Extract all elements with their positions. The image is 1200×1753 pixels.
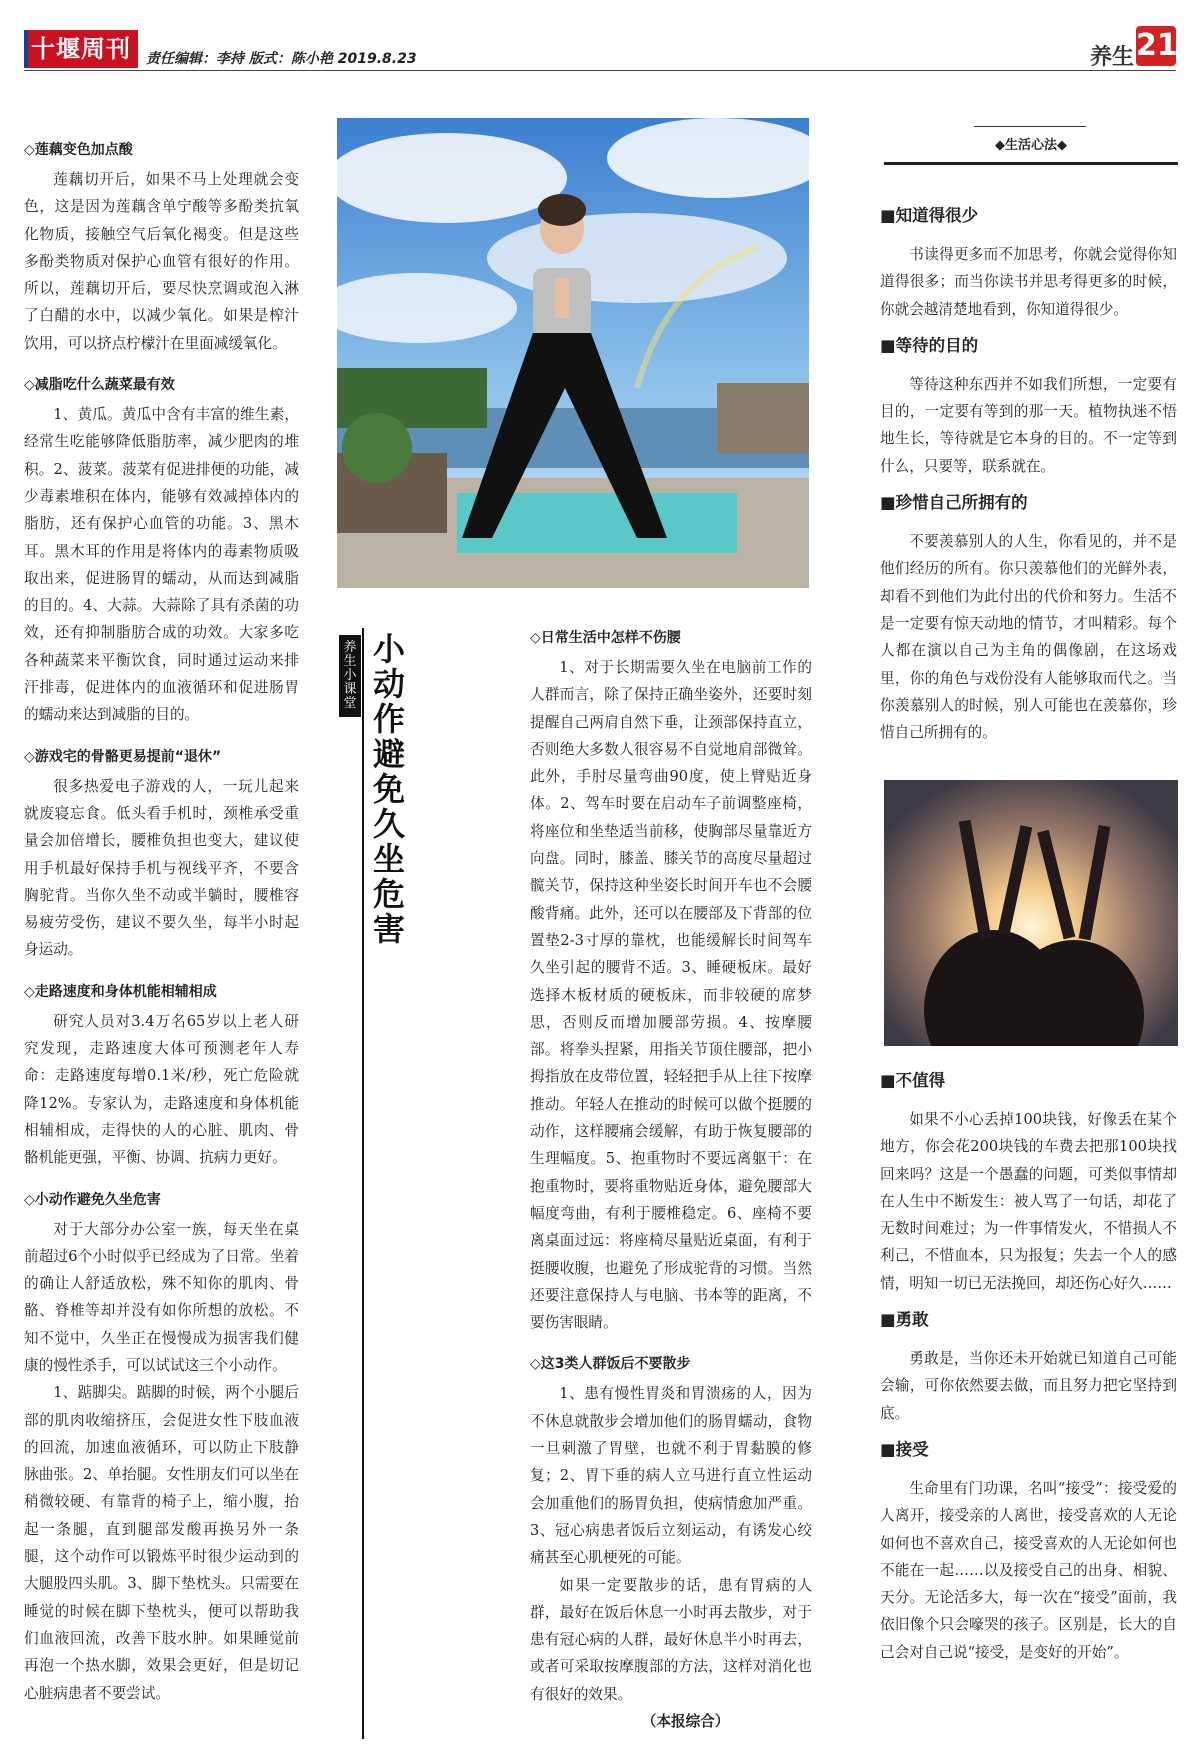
article-paragraph: 研究人员对3.4万名65岁以上老人研究发现，走路速度大体可预测老年人寿命：走路速度每增0.1米/秒，死亡危险就降12%。专家认为，走路速度和身体机能相辅相成，走得快的人的心脏、肌肉、骨骼机能更强，平衡、协调、抗病力更好。 — [24, 1012, 299, 1167]
header-top-rule — [974, 126, 1086, 127]
article-block — [880, 1309, 1177, 1427]
article-heading: ◇莲藕变色加点酸 — [24, 142, 133, 158]
article-paragraph: 对于大部分办公室一族，每天坐在桌前超过6个小时似乎已经成为了日常。坐着的确让人舒适放松，殊不知你的肌肉、骨骼、脊椎等却并没有如你所想的放松。不知不觉中，久坐正在慢慢成为损害我们健康的慢性杀手，可以试试这三个小动作。 — [24, 1220, 299, 1374]
page-number: 21 — [1136, 26, 1176, 66]
article-heading: ◇减脂吃什么蔬菜最有效 — [24, 377, 175, 394]
column-1 — [24, 140, 299, 1725]
article-block — [24, 982, 299, 1172]
article-paragraph: 1、踮脚尖。踮脚的时候，两个小腿后部的肌肉收缩挤压，会促进女性下肢血液的回流，加速血液循环，可以防止下肢静脉曲张。2、单抬腿。女性朋友们可以坐在稍微较硬、有靠背的椅子上，缩小腹，抬起一条腿，直到腿部发酸再换另外一条腿，这个动作可以锻炼平时很少运动到的大腿股四头肌。3、脚下垫枕头。只需要在睡觉的时候在脚下垫枕头，便可以帮助我们血液回流，改善下肢水肿。如果睡觉前再泡一个热水脚，效果会更好，但是切记心脏病患者不要尝试。 — [24, 1384, 299, 1702]
feature-tag: 养生小课堂 — [339, 635, 361, 717]
article-heading: ■知道得很少 — [880, 206, 979, 225]
header-bottom-rule — [884, 162, 1178, 165]
article-block — [24, 375, 299, 729]
section-name: 养生 — [1089, 45, 1134, 70]
article-paragraph: 不要羡慕别人的人生，你看见的，并不是他们经历的所有。你只羡慕他们的光鲜外表，却看不到他们为此付出的代价和努力。生活不是一定要有惊天动地的情节，才叫精彩。每个人都在演以自己为主角的偶像剧，在这场戏里，你的角色与戏份没有人能够取而代之。当你羡慕别人的时候，别人可能也在羡慕你，珍惜自己所拥有的。 — [880, 533, 1177, 742]
article-block — [880, 335, 1177, 480]
feature-divider — [362, 628, 364, 1739]
column-4-top — [880, 205, 1177, 758]
article-paragraph: 如果一定要散步的话，患有胃病的人群，最好在饭后休息一小时再去散步，对于患有冠心病的人群，最好休息半小时再去，或者可采取按摩腹部的方法，这样对消化也有很好的效果。 — [530, 1576, 812, 1703]
article-block — [880, 492, 1177, 746]
article-heading: ■不值得 — [880, 1071, 946, 1090]
article-block — [880, 1070, 1177, 1297]
article-block — [880, 205, 1177, 323]
article-paragraph: 等待这种东西并不如我们所想，一定要有目的，一定要有等到的那一天。植物执迷不悟地生长，等待就是它本身的目的。不一定等到什么，只要等，联系就在。 — [880, 375, 1177, 475]
sunset-photo-image — [884, 780, 1178, 1046]
article-block — [24, 140, 299, 357]
sunset-photo — [884, 780, 1178, 1046]
feature-title: 小动作避免久坐危害 — [372, 630, 405, 948]
article-heading: ◇走路速度和身体机能相辅相成 — [24, 983, 217, 1000]
article-block — [24, 1190, 299, 1707]
article-heading: ◇游戏宅的骨骼更易提前“退休” — [24, 748, 222, 765]
article-paragraph: 生命里有门功课，名叫“接受”：接受爱的人离开，接受亲的人离世，接受喜欢的人无论如何也不喜欢自己，接受喜欢的人无论如何也不能在一起……以及接受自己的出身、相貌、天分。无论活多大，每一次在“接受”面前，我依旧像个只会嚎哭的孩子。区别是，长大的自己会对自己说“接受，是变好的开始”。 — [880, 1479, 1177, 1661]
article-heading: ■等待的目的 — [880, 335, 979, 355]
article-paragraph: 如果不小心丢掉100块钱，好像丢在某个地方，你会花200块钱的车费去把那100块找回来吗？这是一个愚蠢的问题，可类似事情却在人生中不断发生：被人骂了一句话，却花了无数时间难过；为一件事情发火，不惜损人不利己，不惜血本，只为报复；失去一个人的感情，明知一切已无法挽回，却还伤心好久…… — [880, 1111, 1177, 1292]
article-source: （本报综合） — [641, 1712, 730, 1730]
header-rule — [24, 70, 1176, 71]
article-paragraph: 很多热爱电子游戏的人，一玩儿起来就废寝忘食。低头看手机时，颈椎承受重量会加倍增长，腰椎负担也变大，建议使用手机最好保持手机与视线平齐，不要含胸驼背。当你久坐不动或半躺时，腰椎容易疲劳受伤，建议不要久坐，每半小时起身运动。 — [24, 777, 299, 959]
article-heading: ◇这3类人群饭后不要散步 — [530, 1356, 691, 1373]
article-heading: ■珍惜自己所拥有的 — [880, 493, 1028, 513]
page-header — [24, 18, 1176, 72]
column-3 — [530, 628, 812, 1753]
article-heading: ■勇敢 — [880, 1310, 929, 1330]
article-paragraph: 勇敢是，当你还未开始就已知道自己可能会输，可你依然要去做，而且努力把它坚持到底。 — [880, 1350, 1177, 1422]
editor-line: 责任编辑：李持 版式：陈小艳 2019.8.23 — [146, 51, 417, 67]
article-block — [24, 747, 299, 964]
yoga-photo-image — [337, 118, 809, 588]
article-paragraph: 莲藕切开后，如果不马上处理就会变色，这是因为莲藕含单宁酸等多酚类抗氧化物质，接触空气后氧化褐变。但是这些多酚类物质对保护心血管有很好的作用。所以，莲藕切开后，要尽快烹调或泡入淋了白醋的水中，以减少氧化。如果是榨汁饮用，可以挤点柠檬汁在里面减缓氧化。 — [24, 171, 299, 352]
article-block — [530, 628, 812, 1336]
article-paragraph: 1、对于长期需要久坐在电脑前工作的人群而言，除了保持正确坐姿外，还要时刻提醒自己两肩自然下垂，让颈部保持直立，否则绝大多数人很容易不自觉地肩部微耸。此外，手肘尽量弯曲90度，使上臂贴近身体。2、驾车时要在启动车子前调整座椅，将座位和坐垫适当前移，使胸部尽量靠近方向盘。同时，膝盖、膝关节的高度尽量超过髋关节，保持这种坐姿长时间开车也不会腰酸背痛。此外，还可以在腰部及下背部的位置垫2-3寸厚的靠枕，也能缓解长时间驾车久坐引起的腰背不适。3、睡硬板床。最好选择木板材质的硬板床，而非较硬的席梦思，否则反而增加腰部劳损。4、按摩腰部。将拳头捏紧，用指关节顶住腰部，把小拇指放在皮带位置，轻轻把手从上往下按摩推动。年轻人在推动的时候可以做个挺腰的动作，这样腰痛会缓解，有助于恢复腰部的生理幅度。5、抱重物时不要远离躯干：在抱重物时，要将重物贴近身体，避免腰部大幅度弯曲，有利于腰椎稳定。6、座椅不要离桌面过远：将座椅尽量贴近桌面，有利于挺腰收腹，也避免了形成驼背的习惯。当然还要注意保持人与电脑、书本等的距离，不要伤害眼睛。 — [530, 659, 812, 1332]
article-paragraph: 书读得更多而不加思考，你就会觉得你知道得很多；而当你读书并思考得更多的时候，你就会越清楚地看到，你知道得很少。 — [880, 246, 1177, 318]
article-heading: ◇日常生活中怎样不伤腰 — [530, 630, 681, 646]
article-heading: ■接受 — [880, 1439, 929, 1459]
box-title: ◆生活心法◆ — [995, 138, 1067, 153]
article-block — [530, 1354, 812, 1735]
article-paragraph: 1、黄瓜。黄瓜中含有丰富的维生素，经常生吃能够降低脂肪率，减少肥肉的堆积。2、菠菜。菠菜有促进排便的功能，减少毒素堆积在体内，能够有效减掉体内的脂肪，还有保护心血管的功能。3、黑木耳。黑木耳的作用是将体内的毒素物质吸取出来，促进肠胃的蠕动，从而达到减脂的目的。4、大蒜。大蒜除了具有杀菌的功效，还有抑制脂肪合成的功效。大家多吃各种蔬菜来平衡饮食，同时通过运动来排汗排毒，促进体内的血液循环和促进肠胃的蠕动来达到减脂的目的。 — [24, 406, 299, 724]
masthead-logo: 十堰周刊 — [24, 30, 138, 68]
life-mind-header — [884, 126, 1178, 166]
yoga-photo — [337, 118, 809, 588]
article-paragraph: 1、患有慢性胃炎和胃溃疡的人，因为不休息就散步会增加他们的肠胃蠕动，食物一旦刺激了胃壁，也就不利于胃黏膜的修复；2、胃下垂的病人立马进行直立性运动会加重他们的肠胃负担，使病情愈加严重。3、冠心病患者饭后立刻运动，有诱发心绞痛甚至心肌梗死的可能。 — [530, 1385, 812, 1567]
column-4-bottom — [880, 1070, 1177, 1678]
article-heading: ◇小动作避免久坐危害 — [24, 1191, 161, 1208]
article-block — [880, 1439, 1177, 1666]
